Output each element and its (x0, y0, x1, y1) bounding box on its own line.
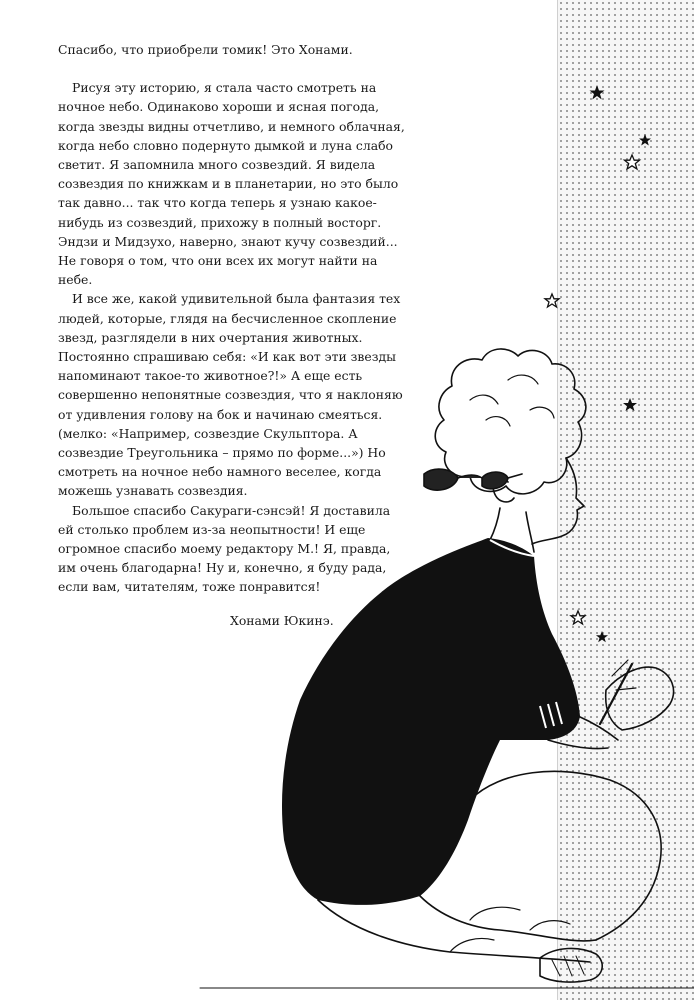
face-profile (532, 458, 584, 544)
sunglasses (424, 469, 458, 490)
afterword-greeting: Спасибо, что приобрели томик! Это Хонами. (58, 42, 353, 57)
shoe (540, 948, 602, 982)
afterword-paragraph: Большое спасибо Сакураги-сэнсэй! Я доставила ей столько проблем из-за неопытности! И еще огромное спасибо моему редактору М.! Я, правда, им очень благодарна! Ну и, конечно, я буду рада, если вам, читателям, тоже понравится! (58, 502, 391, 595)
afterword-text (58, 40, 408, 630)
afterword-paragraph: И все же, какой удивительной была фантазия тех людей, которые, глядя на бесчисленное скопление звезд, разглядели в них очертания животных. Постоянно спрашиваю себя: «И как вот эти звезды напоминают такое-то животное?!» А еще есть совершенно непонятные созвездия, что я наклоняю от удивления голову на бок и начинаю смеяться. (мелко: «Например, созвездие Скульптора. А созвездие Треугольника – прямо по форме...») Но смотреть на ночное небо намного веселее, когда можешь узнавать созвездия. (58, 291, 403, 499)
trousers (318, 896, 596, 962)
author-signature: Хонами Юкинэ. (230, 612, 334, 628)
hair (435, 349, 586, 494)
raised-knee (470, 771, 661, 940)
afterword-paragraph: Рисуя эту историю, я стала часто смотреть на ночное небо. Одинаково хороши и ясная погода, когда звезды видны отчетливо, и немного облачная, когда небо словно подернуто дымкой и луна слабо светит. Я запомнила много созвездий. Я видела созвездия по книжкам и в планетарии, но это было так давно... так что когда теперь я узнаю какое-нибудь из созвездий, прихожу в полный восторг. Эндзи и Мидзухо, наверно, знают кучу созвездий... Не говоря о том, что они всех их могут найти на небе. (58, 80, 405, 288)
hand (606, 667, 674, 730)
